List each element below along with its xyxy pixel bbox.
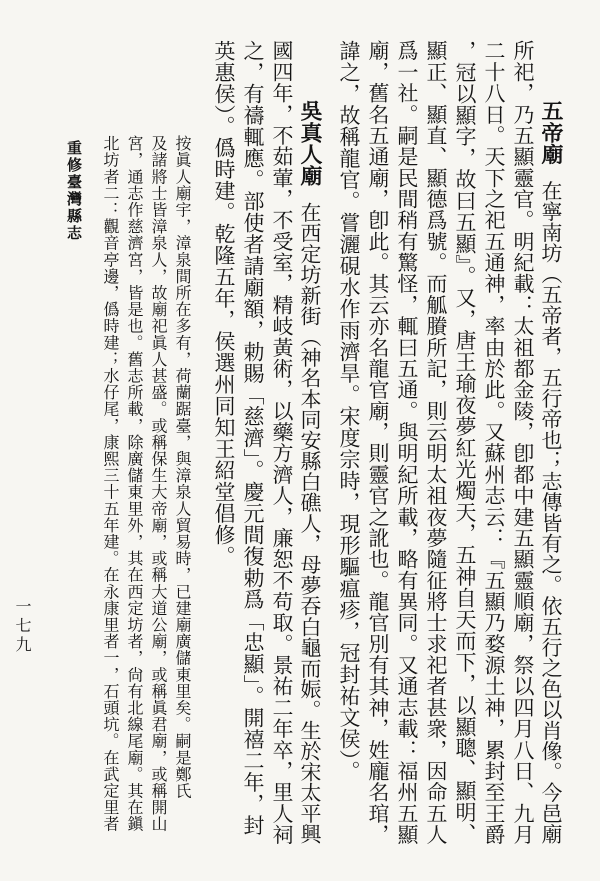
entry2-line-3: 之，有禱輒應。部使者請廟額，勅賜「慈濟」。慶元間復勅爲「忠顯」。開禧二年，封 xyxy=(241,40,265,836)
note-line-3: 宮，通志作慈濟宮，皆是也。舊志所載，除廣儲東里外，其在西定坊者，尙有北線尾廟。其在鎭 xyxy=(125,135,144,833)
note-line-2: 及諸將士皆漳泉人，故廟祀眞人甚盛。或稱保生大帝廟，或稱大道公廟，或稱眞君廟，或稱開山 xyxy=(149,135,168,833)
entry1-line-3: 二十八日。天下之祀五通神，率由於此。又蘇州志云：『五顯乃婺源土神，累封至王爵 xyxy=(482,40,506,845)
note-line-1: 按眞人廟宇，漳泉間所在多有，荷蘭踞臺，與漳泉人貿易時，已建廟廣儲東里矣。嗣是鄭氏 xyxy=(173,135,192,799)
entry1-heading: 五帝廟 xyxy=(538,100,564,166)
entry1-line-6: 爲一社。嗣是民間稍有驚怪，輒曰五通。與明紀所載，略有異同。又通志載：福州五顯 xyxy=(395,40,419,845)
entry1-line-1 xyxy=(540,100,562,845)
book-title: 重修臺灣縣志 xyxy=(65,140,83,242)
entry2-line-1 xyxy=(299,100,321,845)
entry1-line-2: 所祀，乃五顯靈官。明紀載：太祖都金陵，卽都中建五顯靈順廟，祭以四月八日、九月 xyxy=(511,40,535,845)
page-number: 一七九 xyxy=(13,598,32,655)
entry2-line-4: 英惠侯）。僞時建。乾隆五年，侯選州同知王紹堂倡修。 xyxy=(212,40,236,567)
entry2-line-1-text: 在西定坊新街（神名本同安縣白礁人，母夢吞白龜而娠。生於宋太平興 xyxy=(298,202,322,845)
entry1-line-8: 諱之，故稱龍官。嘗灑硯水作雨濟旱。宋度宗時，現形驅瘟疹，冠封祐文侯）。 xyxy=(337,40,361,782)
entry1-line-7: 廟，舊名五通廟，卽此。其云亦名龍官廟，則靈官之訛也。龍官別有其神，姓龐名琯， xyxy=(366,40,390,845)
entry2-heading: 吳真人廟 xyxy=(297,100,323,187)
entry1-line-1-text: 在寧南坊（五帝者，五行帝也；志傳皆有之。依五行之色以肖像。今邑廟 xyxy=(539,180,563,845)
entry1-line-4: ，冠以顯字，故曰五顯』。又，唐王瑜夜夢紅光燭天，五神自天而下，以顯聰、顯明、 xyxy=(453,40,477,845)
entry2-line-2: 國四年，不茹葷，不受室，精岐黃術，以藥方濟人，廉恕不苟取。景祐二年卒，里人祠 xyxy=(270,40,294,845)
entry1-line-5: 顯正、顯直、顯德爲號。而觚賸所記，則云明太祖夜夢隨征將士求祀者甚衆，因命五人 xyxy=(424,40,448,845)
note-line-4: 北坊者二：觀音亭邊，僞時建；水仔尾，康熙三十五年建。在永康里者一，石頭坑。在武定里者 xyxy=(101,135,120,833)
